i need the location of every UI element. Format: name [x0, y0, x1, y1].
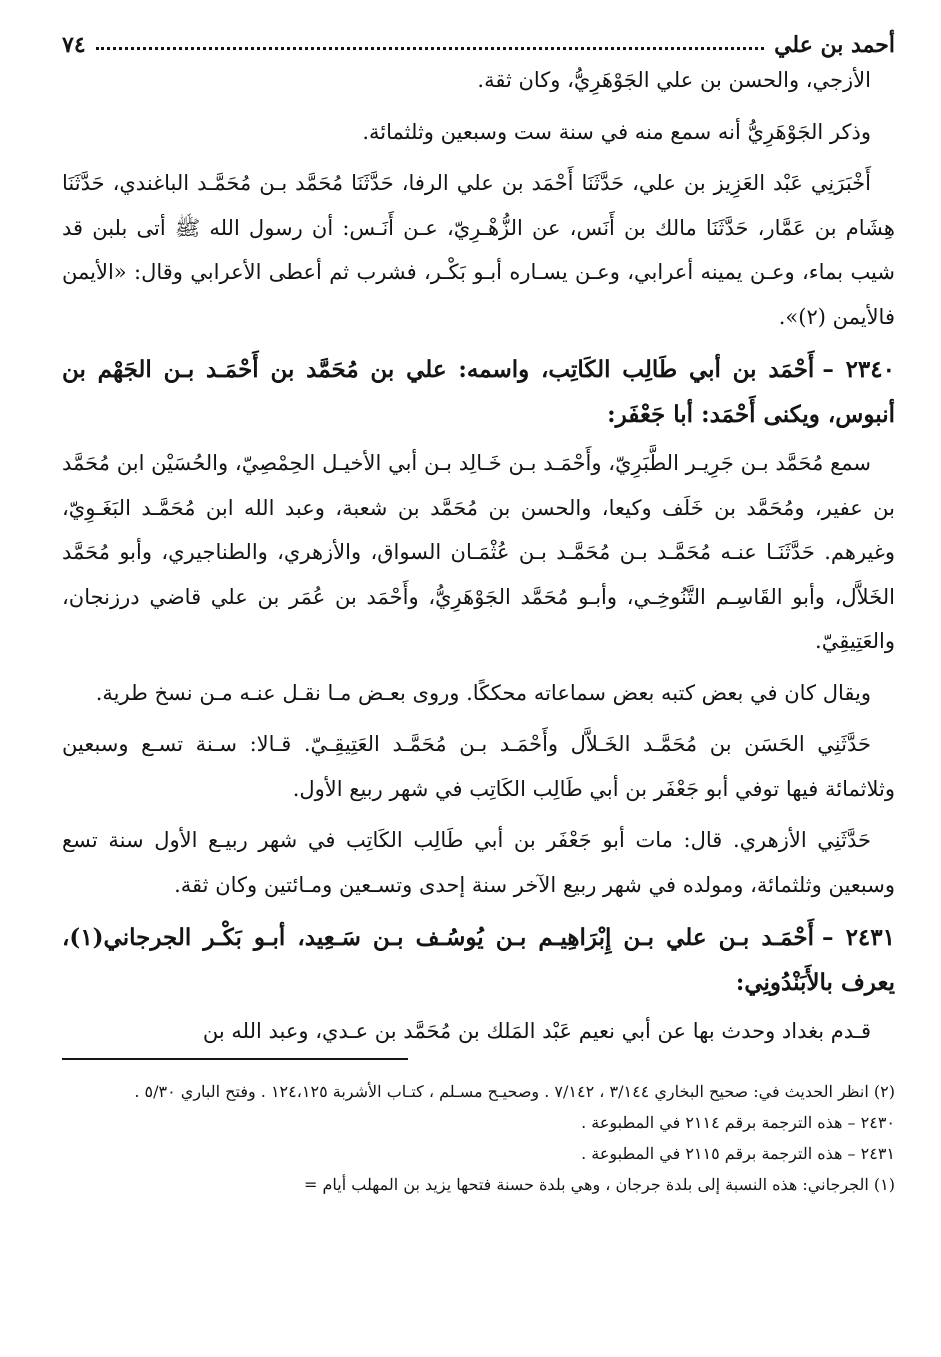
footnote-hadith: (٢) انظر الحديث في: صحيح البخاري ٣/١٤٤ ، ٧/١٤٢ . وصحيـح مسـلم ، كتـاب الأشربة ١٢٤،١٢٥ . وفتح الباري ٥/٣٠ .	[134, 1081, 895, 1101]
paragraph-5: ويقال كان في بعض كتبه بعض سماعاته محككًا. وروى بعـض مـا نقـل عنـه مـن نسخ طرية.	[95, 680, 871, 705]
paragraph-1: الأزجي، والحسن بن علي الجَوْهَرِيُّ، وكان ثقة.	[477, 68, 871, 92]
entry-number-2431: ٢٤٣١ –	[822, 924, 895, 951]
entry-number-2430: ٢٣٤٠ –	[822, 356, 895, 383]
footnote-separator	[62, 1058, 408, 1060]
entry-title-2431: أَحْمَـد بـن علي بـن إِبْرَاهِيـم بـن يُوسُـف بـن سَـعِيد، أبـو بَكْـر الجرجاني(١)، يعرف بالأَبَنْدُونِي:	[62, 924, 895, 996]
paragraph-7: حَدَّثَنِي الأزهري. قال: مات أبو جَعْفَر بن أبي طَالِب الكَاتِب في شهر ربيـع الأول سنة تسع وسبعين وثلثمائة، ومولده في شهر ربيع الآخر سنة إحدى وتسـعين ومـائتين وكان ثقة.	[62, 828, 895, 897]
running-title: أحمد بن علي	[774, 32, 895, 58]
footnote-jurjani: (١) الجرجاني: هذه النسبة إلى بلدة جرجان ، وهي بلدة حسنة فتحها يزيد بن المهلب أيام =	[304, 1174, 895, 1194]
footnote-entry-2430: ٢٤٣٠ – هذه الترجمة برقم ٢١١٤ في المطبوعة .	[581, 1112, 895, 1132]
paragraph-3: أَخْبَرَنِي عَبْد العَزِيز بن علي، حَدَّثَنَا أَحْمَد بن علي الرفا، حَدَّثَنَا مُحَمَّد بـن مُحَمَّـد الباغندي، حَدَّثَنَا هِشَام بن عَمَّار، حَدَّثَنَا مالك بن أَنَس، عن الزُّهْـرِيّ، عـن أَنَـس: أن رسول الله ﷺ أتى بلبن قد شيب بماء، وعـن يمينه أعرابي، وعـن يسـاره أبـو بَكْـر، فشرب ثم أعطى الأعرابي وقال: «الأيمن فالأيمن (٢)».	[62, 171, 895, 329]
footnotes	[62, 1076, 895, 1200]
entry-heading-2430	[62, 347, 895, 437]
paragraph-8: قـدم بغداد وحدث بها عن أبي نعيم عَبْد المَلك بن مُحَمَّد بن عـدي، وعبد الله بن	[202, 1019, 871, 1043]
entry-heading-2431	[62, 915, 895, 1005]
header-dotted-leader	[96, 47, 764, 50]
page-number: ٧٤	[62, 32, 86, 58]
page-header	[62, 14, 895, 58]
paragraph-2: وذكر الجَوْهَرِيُّ أنه سمع منه في سنة ست وسبعين وثلثمائة.	[362, 119, 871, 144]
main-text	[62, 58, 895, 1054]
entry-title-2430: أَحْمَد بن أبي طَالِب الكَاتِب، واسمه: علي بن مُحَمَّد بن أَحْمَـد بـن الجَهْم بن أنبوس، ويكنى أَحْمَد: أبا جَعْفَر:	[62, 356, 895, 428]
paragraph-6: حَدَّثَنِي الحَسَن بن مُحَمَّـد الخَـلاَّل وأَحْمَـد بـن مُحَمَّـد العَتِيقِـيّ. قـالا: سـنة تسـع وسبعين وثلاثمائة فيها توفي أبو جَعْفَر بن أبي طَالِب الكَاتِب في شهر ربيع الأول.	[62, 732, 895, 801]
footnote-entry-2431: ٢٤٣١ – هذه الترجمة برقم ٢١١٥ في المطبوعة .	[581, 1143, 895, 1163]
paragraph-4: سمع مُحَمَّد بـن جَرِيـر الطَّبَرِيّ، وأَحْمَـد بـن خَـالِد بـن أبي الأخيـل الحِمْصِيّ، والحُسَيْن ابن مُحَمَّد بن عفير، ومُحَمَّد بن خَلَف وكيعا، والحسن بن مُحَمَّد بن شعبة، وعبد الله ابن مُحَمَّـد البَغَـوِيّ، وغيرهم. حَدَّثَنَـا عنـه مُحَمَّـد بـن مُحَمَّـد بـن عُثْمَـان السواق، والأزهري، والطناجيري، وأبو مُحَمَّد الخَلاَّل، وأبو القَاسِـم التَّنُوخِـي، وأبـو مُحَمَّد الجَوْهَرِيُّ، وأَحْمَد بن عُمَر بن علي قاضي درزنجان، والعَتِيقِيّ.	[62, 451, 895, 653]
